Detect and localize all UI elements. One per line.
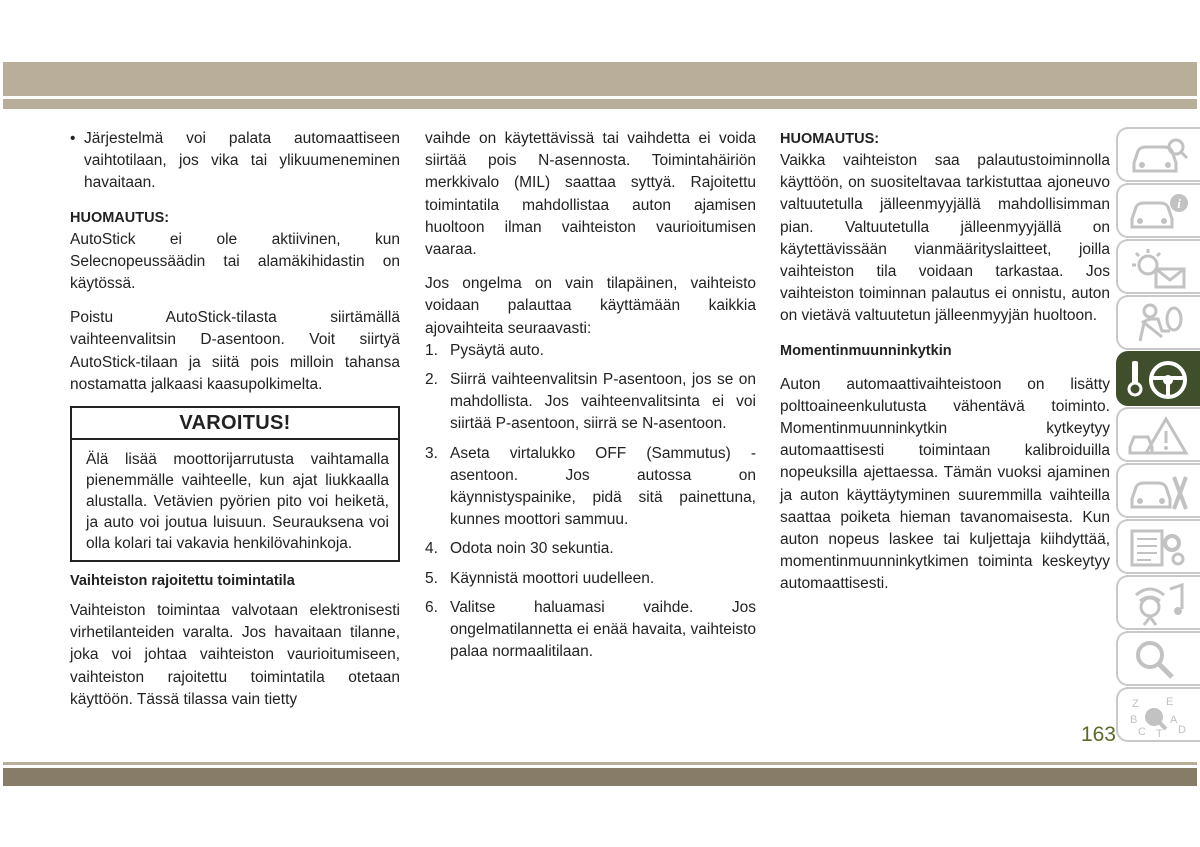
index-letter: B bbox=[1130, 714, 1138, 726]
roadside-warning-icon bbox=[1126, 413, 1190, 459]
note-heading: HUOMAUTUS: bbox=[70, 209, 170, 226]
alphabetical-index-icon bbox=[1126, 693, 1190, 739]
step-number: 6. bbox=[425, 598, 438, 616]
column-middle bbox=[425, 128, 756, 663]
footer-stripe bbox=[3, 762, 1197, 765]
step-text: Käynnistä moottori uudelleen. bbox=[450, 569, 655, 587]
section-text-limp-mode: Vaihteiston toimintaa valvotaan elektronisesti virhetilanteiden varalta. Jos havaitaan tilanne, joka voi johtaa vaihteiston vaurioitumiseen, vaihteiston rajoitettu toimintatila otetaan käyttöön. Tässä tilassa vain tietty bbox=[70, 602, 400, 708]
index-letter: Z bbox=[1132, 698, 1139, 710]
bullet-text: Järjestelmä voi palata automaattiseen vaihtotilaan, jos vika tai ylikuumeneminen havaitaan. bbox=[84, 130, 400, 192]
note-text: Vaikka vaihteiston saa palautustoiminnolla käyttöön, on suositeltavaa tarkistuttaa ajoneuvo valtuutetulla jälleenmyyjällä mahdollisimman pian. Valtuutetulla jälleenmyyjällä on käytettävissään vianmäärityslaitteet, joilla vaihteiston tila voidaan tarkastaa. Jos vaihteiston toiminnan palautus ei onnistu, auton on vietävä valtuutetun jälleenmyyjän huoltoon. bbox=[780, 152, 1110, 325]
recovery-steps bbox=[425, 340, 756, 664]
tab-starting-driving[interactable] bbox=[1116, 351, 1200, 406]
step-number: 3. bbox=[425, 444, 438, 462]
step-number: 5. bbox=[425, 569, 438, 587]
key-steering-wheel-icon bbox=[1126, 357, 1190, 403]
tab-roadside-warning[interactable] bbox=[1116, 407, 1200, 462]
index-letter: T bbox=[1156, 728, 1163, 739]
note-text: AutoStick ei ole aktiivinen, kun Selecnopeussäädin tai alamäkihidastin on käytössä. bbox=[70, 230, 400, 293]
multimedia-icon bbox=[1126, 581, 1190, 627]
tab-multimedia[interactable] bbox=[1116, 575, 1200, 630]
tab-maintenance[interactable] bbox=[1116, 463, 1200, 518]
warning-lights-icon bbox=[1126, 245, 1190, 291]
tab-car-overview[interactable] bbox=[1116, 127, 1200, 182]
tab-technical-specs[interactable] bbox=[1116, 519, 1200, 574]
step-item bbox=[425, 538, 756, 560]
airbag-safety-icon bbox=[1126, 301, 1190, 347]
step-text: Pysäytä auto. bbox=[450, 341, 544, 359]
step-number: 4. bbox=[425, 540, 438, 558]
bullet-dot-icon: • bbox=[70, 130, 76, 147]
tab-airbag-safety[interactable] bbox=[1116, 295, 1200, 350]
step-number: 2. bbox=[425, 371, 438, 389]
index-search-icon bbox=[1126, 637, 1190, 683]
tab-car-info[interactable] bbox=[1116, 183, 1200, 238]
section-heading-torque-converter: Momentinmuunninkytkin bbox=[780, 342, 952, 359]
car-info-icon bbox=[1126, 189, 1190, 235]
note-heading: HUOMAUTUS: bbox=[780, 131, 880, 147]
index-letter: A bbox=[1170, 714, 1178, 726]
step-text: Siirrä vaihteenvalitsin P-asentoon, jos se on mahdollista. Jos vaihteenvalitsinta ei voi siirtää P-asentoon, siirrä se N-asentoon. bbox=[450, 371, 756, 433]
section-heading-limp-mode: Vaihteiston rajoitettu toimintatila bbox=[70, 573, 295, 590]
warning-text: Älä lisää moottorijarrutusta vaihtamalla pienemmälle vaihteelle, kun ajat liukkaalla alustalla. Vetävien pyörien pito voi heiketä, ja auto voi joutua luisuun. Seurauksena voi olla kolari tai vakavia henkilövahinkoja. bbox=[86, 451, 389, 553]
header-band bbox=[3, 62, 1197, 96]
step-text: Valitse haluamasi vaihde. Jos ongelmatilannetta ei enää havaita, vaihteisto palaa normaalitilaan. bbox=[450, 598, 756, 661]
step-item bbox=[425, 443, 756, 532]
step-text: Odota noin 30 sekuntia. bbox=[450, 540, 614, 558]
autostick-paragraph: Poistu AutoStick-tilasta siirtämällä vaihteenvalitsin D-asentoon. Voit siirtyä AutoStick-tilaan ja siitä pois milloin tahansa nostamatta jalkaasi kaasupolkimelta. bbox=[70, 309, 400, 393]
tab-index-search[interactable] bbox=[1116, 631, 1200, 686]
page-number: 163 bbox=[1080, 723, 1116, 746]
index-letter: D bbox=[1178, 724, 1186, 736]
column-right bbox=[780, 128, 1110, 596]
car-overview-icon bbox=[1126, 133, 1190, 179]
step-text: Aseta virtalukko OFF (Sammutus) -asentoon. Jos autossa on käynnistyspainike, pidä sitä painettuna, kunnes moottori sammuu. bbox=[450, 444, 756, 529]
technical-specs-icon bbox=[1126, 525, 1190, 571]
step-item bbox=[425, 568, 756, 590]
step-item bbox=[425, 597, 756, 664]
tab-warning-lights[interactable] bbox=[1116, 239, 1200, 294]
step-item bbox=[425, 369, 756, 436]
step-number: 1. bbox=[425, 341, 438, 359]
footer-band bbox=[3, 768, 1197, 786]
tab-alphabetical-index[interactable] bbox=[1116, 687, 1200, 742]
bullet-item bbox=[70, 128, 400, 195]
index-letter: E bbox=[1166, 696, 1174, 708]
column-left bbox=[70, 128, 400, 711]
index-letter: C bbox=[1138, 726, 1146, 738]
step-item bbox=[425, 340, 756, 362]
maintenance-car-icon bbox=[1126, 469, 1190, 515]
warning-box bbox=[70, 406, 400, 562]
recovery-intro: Jos ongelma on vain tilapäinen, vaihteisto voidaan palauttaa käyttämään kaikkia ajovaihteita seuraavasti: bbox=[425, 275, 756, 337]
header-stripe bbox=[3, 99, 1197, 109]
continuation-text: vaihde on käytettävissä tai vaihdetta ei voida siirtää pois N-asennosta. Toimintahäiriön merkkivalo (MIL) saattaa syttyä. Rajoitettu toimintatila mahdollistaa auton ajamisen huoltoon ilman vaihteiston vaurioitumisen vaaraa. bbox=[425, 130, 756, 259]
warning-title: VAROITUS! bbox=[72, 408, 398, 440]
section-text-torque-converter: Auton automaattivaihteistoon on lisätty polttoaineenkulutusta vähentävä toiminto. Momentinmuunninkytkin kytkeytyy automaattisesti toimintaan kalibroiduilla nopeuksilla ajettaessa. Tämän vuoksi ajaminen ja auton käyttäytyminen suuremmilla vaihteilla saattaa poiketa hieman tavanomaisesta. Kun auton nopeus laskee tai kuljettaja kiihdyttää, momentinmuunninkytkimen toiminta keskeytyy automaattisesti. bbox=[780, 375, 1110, 593]
svg-text:i: i bbox=[1177, 196, 1181, 211]
